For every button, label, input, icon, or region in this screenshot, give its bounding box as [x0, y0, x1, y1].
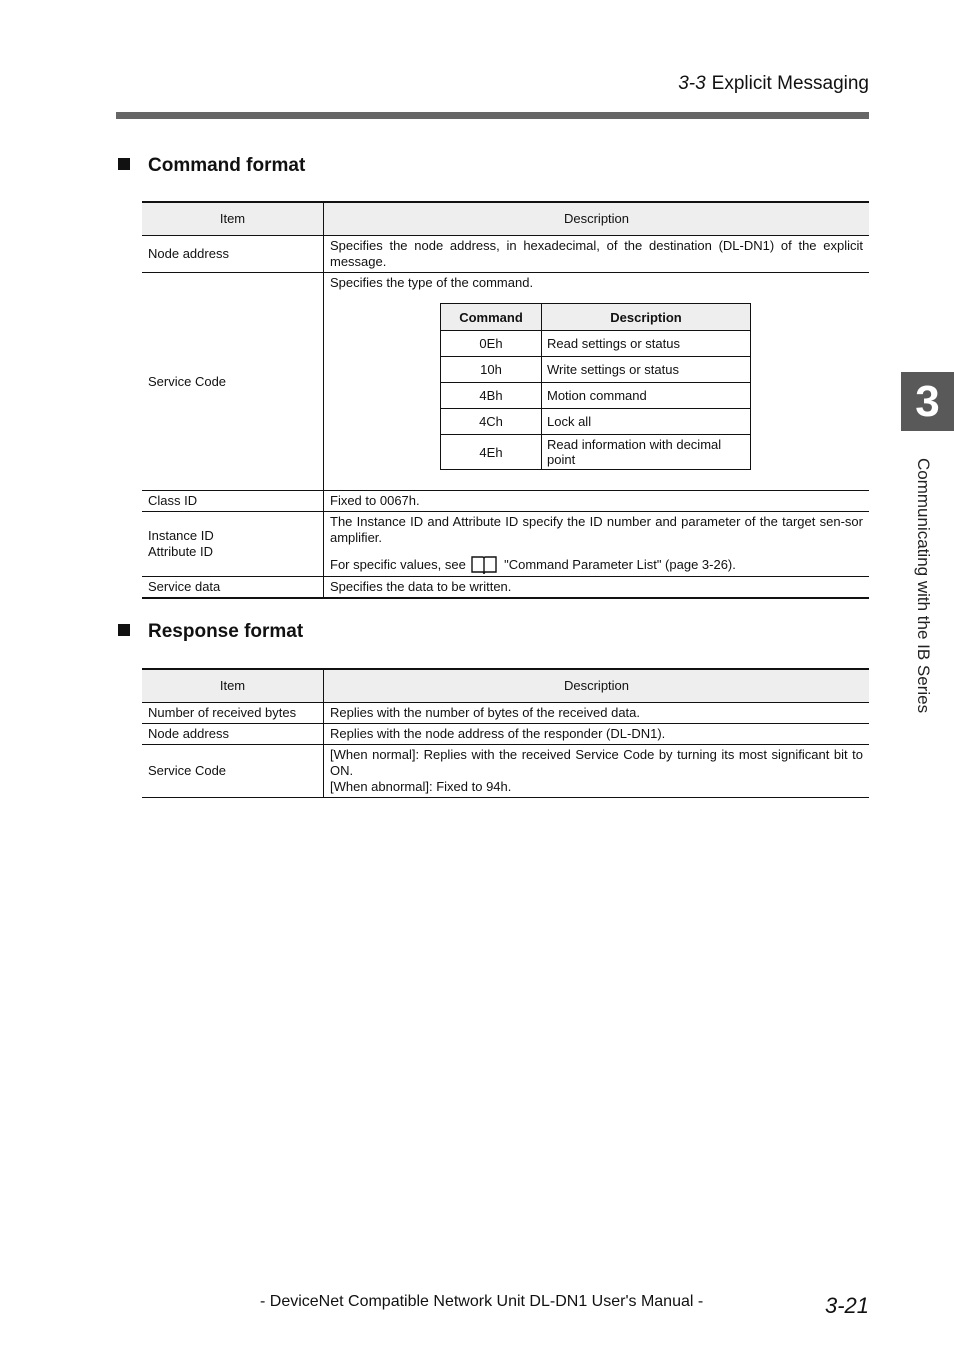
table-row: [142, 236, 869, 273]
row-description: Specifies the data to be written.: [324, 577, 870, 599]
inner-header-row: [441, 304, 751, 331]
square-bullet-icon: [118, 158, 130, 170]
command-format-table: [142, 201, 869, 599]
row-item: Service data: [142, 577, 324, 599]
command-format-title: Command format: [148, 155, 306, 176]
footer-manual-title: - DeviceNet Compatible Network Unit DL-DN1 User's Manual -: [260, 1293, 704, 1310]
inner-row: [441, 331, 751, 357]
table-row: [142, 724, 869, 745]
service-code-table: [440, 303, 751, 470]
command-code: 10h: [441, 357, 542, 383]
header-section-title: Explicit Messaging: [711, 73, 869, 94]
table-row: [142, 745, 869, 798]
header-section-number: 3-3: [678, 73, 706, 94]
col-description-header: Description: [324, 669, 870, 703]
row-item: Node address: [142, 236, 324, 273]
reference-line: [330, 554, 863, 574]
running-header: [678, 73, 869, 95]
attribute-id-label: Attribute ID: [148, 544, 214, 559]
command-description: Read information with decimal point: [542, 435, 751, 470]
square-bullet-icon: [118, 624, 130, 636]
row-description: [324, 273, 870, 491]
book-icon: [471, 554, 497, 574]
response-format-table: [142, 668, 869, 798]
instance-id-label: Instance ID: [148, 528, 214, 543]
row-item: [142, 512, 324, 577]
command-description: Motion command: [542, 383, 751, 409]
row-description: [324, 512, 870, 577]
col-command-header: Command: [441, 304, 542, 331]
chapter-tab: 3: [901, 372, 954, 431]
col-item-header: Item: [142, 669, 324, 703]
row-description: Specifies the node address, in hexadecimal, of the destination (DL-DN1) of the explicit message.: [324, 236, 870, 273]
instance-description: The Instance ID and Attribute ID specify the ID number and parameter of the target sen-sor amplifier.: [330, 514, 863, 545]
col-item-header: Item: [142, 202, 324, 236]
inner-row: [441, 357, 751, 383]
row-item: Service Code: [142, 273, 324, 491]
table-header-row: [142, 202, 869, 236]
normal-response: [When normal]: Replies with the received Service Code by turning its most significant bit to ON.: [330, 747, 863, 778]
command-code: 4Bh: [441, 383, 542, 409]
chapter-tab-label: Communicating with the IB Series: [914, 458, 933, 714]
reference-prefix: For specific values, see: [330, 557, 466, 572]
table-row: [142, 491, 869, 512]
row-description: Fixed to 0067h.: [324, 491, 870, 512]
row-description: Replies with the node address of the responder (DL-DN1).: [324, 724, 870, 745]
row-description: Replies with the number of bytes of the received data.: [324, 703, 870, 724]
row-item: Node address: [142, 724, 324, 745]
table-header-row: [142, 669, 869, 703]
page-number: 3-21: [824, 1293, 869, 1318]
command-code: 4Eh: [441, 435, 542, 470]
col-description-header: Description: [324, 202, 870, 236]
row-item: Service Code: [142, 745, 324, 798]
table-row: [142, 512, 869, 577]
response-format-title: Response format: [148, 621, 304, 642]
col-command-description-header: Description: [542, 304, 751, 331]
inner-row: [441, 435, 751, 470]
inner-row: [441, 409, 751, 435]
header-rule: [116, 112, 869, 119]
command-format-heading: [118, 155, 305, 177]
command-code: 4Ch: [441, 409, 542, 435]
command-description: Read settings or status: [542, 331, 751, 357]
table-row: [142, 273, 869, 491]
table-row: [142, 577, 869, 599]
row-item: Class ID: [142, 491, 324, 512]
service-code-intro: Specifies the type of the command.: [330, 275, 534, 290]
response-format-heading: [118, 621, 303, 643]
reference-link[interactable]: "Command Parameter List" (page 3-26).: [504, 557, 736, 572]
row-description: [324, 745, 870, 798]
row-item: Number of received bytes: [142, 703, 324, 724]
table-row: [142, 703, 869, 724]
command-description: Write settings or status: [542, 357, 751, 383]
inner-row: [441, 383, 751, 409]
command-description: Lock all: [542, 409, 751, 435]
command-code: 0Eh: [441, 331, 542, 357]
abnormal-response: [When abnormal]: Fixed to 94h.: [330, 779, 512, 794]
